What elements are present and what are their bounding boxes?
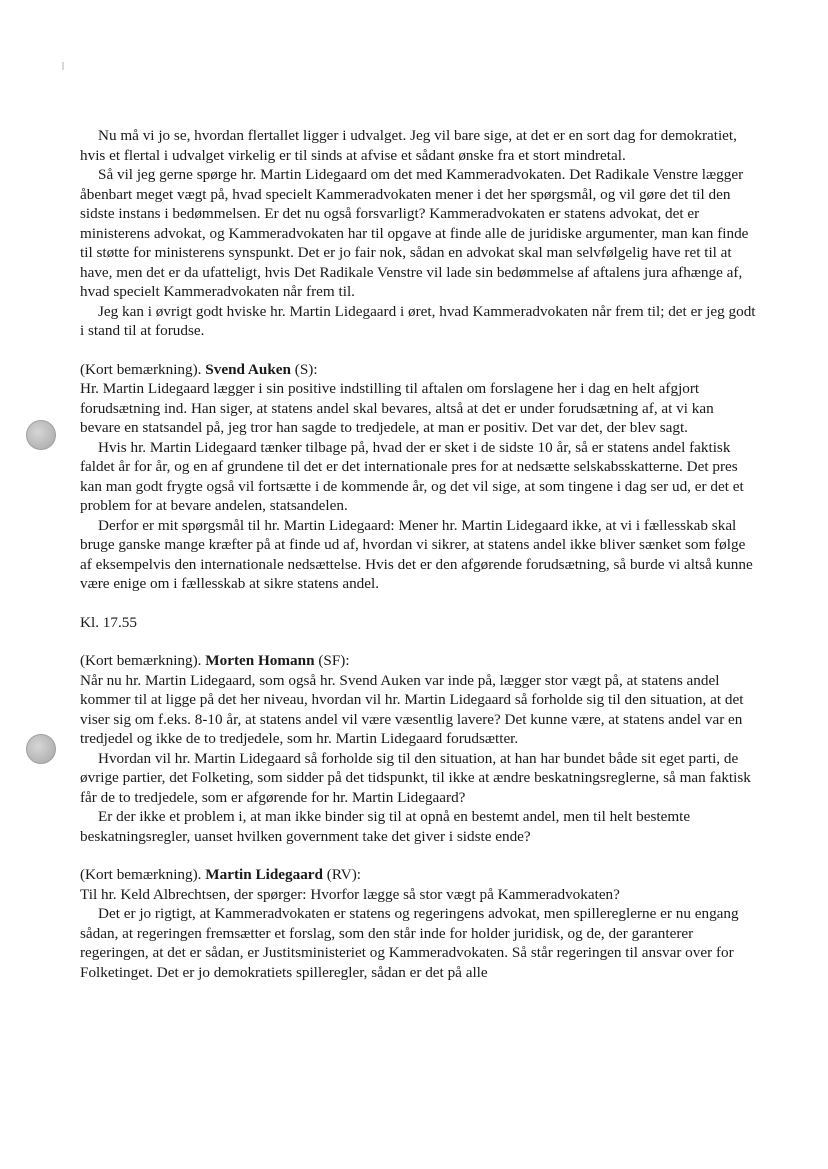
- paragraph: Nu må vi jo se, hvordan flertallet ligger i udvalget. Jeg vil bare sige, at det er en sort dag for demokratiet, hvis et flertal i udvalget virkelig er til sinds at afvise et sådant ønske fra et stort mindretal.: [80, 127, 737, 164]
- paragraph: Hvis hr. Martin Lidegaard tænker tilbage på, hvad der er sket i de sidste 10 år, så er statens andel faktisk faldet år for år, og en af grundene til det er det internationale pres for at nedsætte selskabsskatterne. Det pres kan man godt frygte også vil fortsætte i de kommende år, og det vil sige, at som tingene i dag ser ud, er det et problem for at bevare andelen, statsandelen.: [80, 438, 744, 514]
- paragraph: Når nu hr. Martin Lidegaard, som også hr. Svend Auken var inde på, lægger stor vægt på, at statens andel kommer til at ligge på det her niveau, hvordan vil hr. Martin Lidegaard så forholde sig til den situation, at det viser sig om f.eks. 8-10 år, at statens andel vil være væsentlig lavere? Det kunne være, at statens andel var en tredjedel og ikke de to tredjedele, som hr. Martin Lidegaard forudsætter.: [80, 671, 744, 747]
- speaker-name: Martin Lidegaard: [205, 866, 323, 883]
- paragraph: Det er jo rigtigt, at Kammeradvokaten er statens og regeringens advokat, men spillereglerne er nu engang sådan, at regeringen fremsætter et forslag, som den står inde for holder juridisk, og de, der garanterer regeringen, at det er sådan, er Justitsministeriet og Kammeradvokaten. Så står regeringen til ansvar over for Folketinget. Det er jo demokratiets spilleregler, sådan er det på alle: [80, 905, 739, 981]
- paragraph: Så vil jeg gerne spørge hr. Martin Lidegaard om det med Kammeradvokaten. Det Radikale Venstre lægger åbenbart meget vægt på, hvad specielt Kammeradvokaten mener i det her spørgsmål, og vil gøre det til den sidste instans i bedømmelsen. Er det nu også forsvarligt? Kammeradvokaten er statens advokat, det er ministerens advokat, og Kammeradvokaten har til opgave at finde alle de juridiske argumenter, man kan finde til støtte for ministerens synspunkt. Det er jo fair nok, sådan en advokat skal man selvfølgelig have ret til at have, men det er da ufatteligt, hvis Det Radikale Venstre vil lade sin bedømmelse af aftalens jura afhænge af, hvad specielt Kammeradvokaten når frem til.: [80, 166, 749, 300]
- speaker-party: (S):: [294, 360, 318, 378]
- speaker-prefix: (Kort bemærkning).: [80, 866, 202, 883]
- speaker-party: (RV):: [326, 866, 361, 883]
- speaker-heading: [80, 865, 756, 885]
- paragraph: Jeg kan i øvrigt godt hviske hr. Martin Lidegaard i øret, hvad Kammeradvokaten når frem til; det er jeg godt i stand til at forudse.: [80, 302, 756, 339]
- speaker-heading: [80, 360, 756, 380]
- paragraph: Til hr. Keld Albrechtsen, der spørger: Hvorfor lægge så stor vægt på Kammeradvokaten?: [80, 885, 620, 903]
- paragraph: Hvordan vil hr. Martin Lidegaard så forholde sig til den situation, at han har bundet både sit eget parti, de øvrige partier, det Folketing, som sidder på det tidspunkt, til ikke at ændre beskatningsreglerne, så man faktisk får de to tredjedele, som er afgørende for hr. Martin Lidegaard?: [80, 749, 751, 806]
- speaker-prefix: (Kort bemærkning).: [80, 652, 202, 669]
- speaker-prefix: (Kort bemærkning).: [80, 360, 202, 378]
- paragraph: Hr. Martin Lidegaard lægger i sin positive indstilling til aftalen om forslagene her i dag en helt afgjort forudsætning ind. Han siger, at statens andel skal bevares, altså at det er under forudsætning af, at vi kan bevare en statsandel på, jeg tror han sagde to tredjedele, at man er positiv. Det var det, der blev sagt.: [80, 380, 714, 436]
- punch-hole-bottom: [26, 734, 56, 764]
- scan-speck: [62, 62, 64, 70]
- punch-hole-top: [26, 420, 56, 450]
- speaker-party: (SF):: [318, 652, 350, 669]
- paragraph: Derfor er mit spørgsmål til hr. Martin Lidegaard: Mener hr. Martin Lidegaard ikke, at vi i fællesskab skal bruge ganske mange kræfter på at finde ud af, hvordan vi sikrer, at statens andel ikke bliver sænket som følge af eksempelvis den internationale nedsættelse. Hvis det er den afgørende forudsætning, så burde vi altså kunne være enige om i fællesskab at sikre statens andel.: [80, 516, 753, 592]
- speaker-name: Morten Homann: [205, 652, 315, 669]
- paragraph: Er der ikke et problem i, at man ikke binder sig til at opnå en bestemt andel, men til helt bestemte beskatningsregler, uanset hvilken government take det giver i sidste ende?: [80, 808, 691, 845]
- speaker-name: Svend Auken: [205, 360, 291, 378]
- time-stamp: Kl. 17.55: [80, 613, 137, 631]
- speaker-heading: [80, 651, 756, 671]
- document-text: [80, 126, 756, 982]
